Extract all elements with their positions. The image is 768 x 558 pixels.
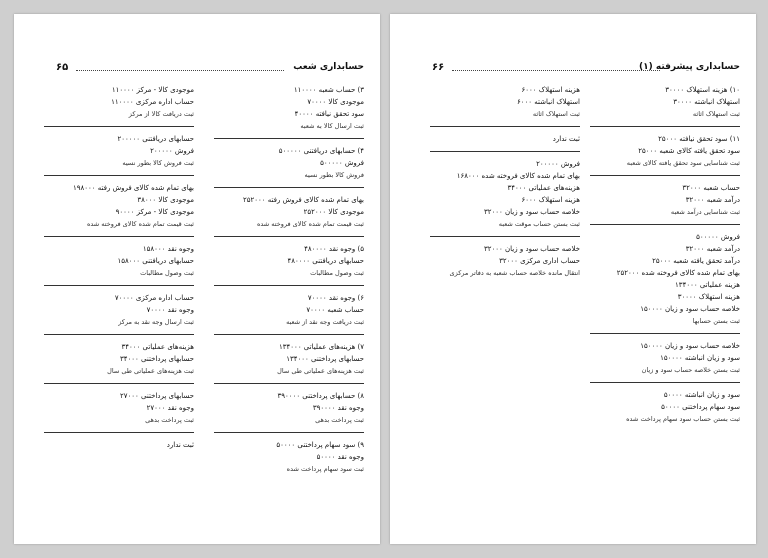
entry-separator bbox=[214, 187, 364, 188]
entry-separator bbox=[590, 382, 740, 383]
entry-line: فروش ۲۰۰۰۰۰ bbox=[150, 147, 194, 155]
journal-entry bbox=[590, 84, 740, 120]
journal-entry bbox=[430, 84, 580, 120]
entry-line: موجودی کالا - مرکز ۱۱۰۰۰۰ bbox=[111, 86, 194, 94]
entry-line: خلاصه حساب سود و زیان ۳۲۰۰۰ bbox=[483, 208, 580, 216]
left-page-header bbox=[56, 62, 364, 76]
entry-line: بهای تمام شده کالای فروش رفته ۲۵۲۰۰۰ bbox=[242, 196, 364, 204]
journal-entry bbox=[214, 439, 364, 475]
journal-entry bbox=[44, 292, 194, 328]
entry-line: حسابهای دریافتنی ۲۰۰۰۰۰ bbox=[117, 135, 194, 143]
entry-line: بهای تمام شده کالای فروخته شده ۲۵۲۰۰۰ bbox=[616, 269, 740, 277]
entry-separator bbox=[590, 333, 740, 334]
entry-memo: ثبت وصول مطالبات bbox=[140, 269, 194, 277]
header-rule bbox=[76, 70, 284, 71]
page-gutter bbox=[381, 0, 389, 558]
journal-entry bbox=[44, 439, 194, 451]
entry-separator bbox=[590, 126, 740, 127]
entry-separator bbox=[44, 334, 194, 335]
journal-entry bbox=[44, 390, 194, 426]
entry-line: حساب شعبه ۷۰۰۰۰ bbox=[306, 306, 364, 314]
entry-line: موجودی کالا ۷۰۰۰۰ bbox=[307, 98, 364, 106]
entry-memo: ثبت قیمت تمام شده کالای فروخته شده bbox=[256, 220, 364, 228]
entry-separator bbox=[44, 126, 194, 127]
entry-line: ۱۰) هزینه استهلاک ۳۰۰۰۰ bbox=[665, 86, 740, 94]
journal-entry bbox=[44, 182, 194, 230]
entry-separator bbox=[214, 285, 364, 286]
entry-separator bbox=[430, 126, 580, 127]
entry-line: درآمد شعبه ۳۲۰۰۰ bbox=[685, 196, 740, 204]
entry-line: هزینه استهلاک ۳۰۰۰۰ bbox=[677, 293, 740, 301]
entry-line: ۵) وجوه نقد ۴۸۰۰۰۰ bbox=[304, 245, 364, 253]
journal-entry bbox=[214, 243, 364, 279]
journal-entry bbox=[430, 243, 580, 279]
entry-line: استهلاک انباشته ۳۰۰۰۰ bbox=[673, 98, 740, 106]
entry-line: هزینه‌های عملیاتی ۳۴۰۰۰ bbox=[121, 343, 194, 351]
entry-line: وجوه نقد ۳۹۰۰۰۰ bbox=[312, 404, 364, 412]
entry-memo: ثبت دریافت وجه نقد از شعبه bbox=[286, 318, 364, 326]
entry-line: وجوه نقد ۱۵۸۰۰۰ bbox=[142, 245, 194, 253]
journal-entry bbox=[214, 145, 364, 181]
entry-memo: ثبت بستن حسابها bbox=[692, 317, 740, 325]
entry-line: خلاصه حساب سود و زیان ۱۵۰۰۰۰ bbox=[640, 305, 740, 313]
journal-entry bbox=[430, 158, 580, 230]
entry-separator bbox=[44, 236, 194, 237]
right-page-header bbox=[432, 62, 740, 76]
left-page-col-right bbox=[214, 84, 364, 477]
entry-line: حساب اداره مرکزی ۱۱۰۰۰۰ bbox=[111, 98, 194, 106]
entry-memo: ثبت قیمت تمام شده کالای فروخته شده bbox=[86, 220, 194, 228]
entry-separator bbox=[430, 236, 580, 237]
entry-line: سود تحقق یافته کالای شعبه ۲۵۰۰۰ bbox=[638, 147, 740, 155]
entry-line: موجودی کالا ۲۵۲۰۰۰ bbox=[303, 208, 364, 216]
right-page-col-left bbox=[430, 84, 580, 281]
entry-line: ۴) حسابهای دریافتنی ۵۰۰۰۰۰ bbox=[278, 147, 364, 155]
entry-line: درآمد شعبه ۳۲۰۰۰ bbox=[685, 245, 740, 253]
entry-separator bbox=[44, 383, 194, 384]
entry-line: هزینه استهلاک ۶۰۰۰ bbox=[521, 196, 580, 204]
entry-line: فروش ۵۰۰۰۰۰ bbox=[320, 159, 364, 167]
entry-line: حسابهای پرداختنی ۲۷۰۰۰ bbox=[119, 392, 194, 400]
entry-memo: ثبت شناسایی درآمد شعبه bbox=[670, 208, 740, 216]
entry-memo: ثبت بستن حساب موقت شعبه bbox=[498, 220, 580, 228]
entry-memo: ثبت استهلاک اثاثه bbox=[532, 110, 580, 118]
left-page-col-left bbox=[44, 84, 194, 453]
entry-line: هزینه‌های عملیاتی ۳۴۰۰۰ bbox=[507, 184, 580, 192]
entry-line: ۸) حسابهای پرداختنی ۳۹۰۰۰۰ bbox=[277, 392, 364, 400]
entry-line: ۹) سود سهام پرداختنی ۵۰۰۰۰ bbox=[276, 441, 364, 449]
journal-entry bbox=[214, 194, 364, 230]
entry-separator bbox=[214, 138, 364, 139]
journal-entry bbox=[214, 341, 364, 377]
entry-separator bbox=[44, 432, 194, 433]
journal-entry bbox=[214, 84, 364, 132]
right-page-col-right bbox=[590, 84, 740, 427]
entry-line: موجودی کالا ۳۸۰۰۰ bbox=[137, 196, 194, 204]
entry-line: خلاصه حساب سود و زیان ۳۲۰۰۰ bbox=[483, 245, 580, 253]
journal-entry bbox=[44, 243, 194, 279]
entry-line: ثبت ندارد bbox=[552, 135, 580, 143]
journal-entry bbox=[214, 390, 364, 426]
entry-line: درآمد تحقق یافته شعبه ۲۵۰۰۰ bbox=[652, 257, 740, 265]
entry-separator bbox=[44, 175, 194, 176]
entry-memo: ثبت وصول مطالبات bbox=[310, 269, 364, 277]
journal-entry bbox=[430, 133, 580, 145]
entry-line: وجوه نقد ۵۰۰۰۰ bbox=[316, 453, 364, 461]
journal-entry bbox=[44, 341, 194, 377]
entry-separator bbox=[430, 151, 580, 152]
entry-line: بهای تمام شده کالای فروخته شده ۱۶۸۰۰۰ bbox=[456, 172, 580, 180]
entry-separator bbox=[590, 175, 740, 176]
entry-line: وجوه نقد ۷۰۰۰۰ bbox=[146, 306, 194, 314]
journal-entry bbox=[44, 133, 194, 169]
entry-line: حسابهای دریافتنی ۴۸۰۰۰۰ bbox=[287, 257, 364, 265]
entry-separator bbox=[590, 224, 740, 225]
entry-separator bbox=[214, 334, 364, 335]
entry-memo: انتقال مانده خلاصه حساب شعبه به دفاتر مرکزی bbox=[449, 269, 580, 277]
entry-line: ۶) وجوه نقد ۷۰۰۰۰ bbox=[307, 294, 364, 302]
entry-memo: ثبت استهلاک اثاثه bbox=[692, 110, 740, 118]
entry-memo: ثبت سود سهام پرداخت شده bbox=[286, 465, 364, 473]
entry-line: سود تحقق نیافته ۴۰۰۰۰ bbox=[294, 110, 364, 118]
journal-entry bbox=[590, 340, 740, 376]
entry-line: خلاصه حساب سود و زیان ۱۵۰۰۰۰ bbox=[640, 342, 740, 350]
entry-line: حساب اداره مرکزی ۷۰۰۰۰ bbox=[114, 294, 194, 302]
entry-line: موجودی کالا - مرکز ۹۰۰۰۰ bbox=[115, 208, 194, 216]
entry-line: حسابهای دریافتنی ۱۵۸۰۰۰ bbox=[117, 257, 194, 265]
entry-line: فروش ۲۰۰۰۰۰ bbox=[536, 160, 580, 168]
entry-line: ۳) حساب شعبه ۱۱۰۰۰۰ bbox=[293, 86, 364, 94]
left-header-title: حسابداری شعب bbox=[293, 62, 364, 72]
entry-line: بهای تمام شده کالای فروش رفته ۱۹۸۰۰۰ bbox=[72, 184, 194, 192]
entry-line: ۷) هزینه‌های عملیاتی ۱۳۴۰۰۰ bbox=[279, 343, 364, 351]
entry-memo: ثبت بستن خلاصه حساب سود و زیان bbox=[641, 366, 740, 374]
entry-line: سود سهام پرداختنی ۵۰۰۰۰ bbox=[661, 403, 740, 411]
entry-line: هزینه استهلاک ۶۰۰۰ bbox=[521, 86, 580, 94]
entry-line: هزینه عملیاتی ۱۳۴۰۰۰ bbox=[675, 281, 740, 289]
journal-entry bbox=[44, 84, 194, 120]
entry-line: ثبت ندارد bbox=[166, 441, 194, 449]
entry-memo: ثبت بستن حساب سود سهام پرداخت شده bbox=[626, 415, 740, 423]
entry-memo: فروش کالا بطور نسیه bbox=[304, 171, 364, 179]
entry-line: سود و زیان انباشته ۱۵۰۰۰۰ bbox=[660, 354, 740, 362]
entry-separator bbox=[214, 432, 364, 433]
right-header-title: حسابداری پیشرفته (۱) bbox=[639, 62, 740, 72]
entry-memo: ثبت ارسال وجه نقد به مرکز bbox=[118, 318, 194, 326]
entry-line: ۱۱) سود تحقق نیافته ۲۵۰۰۰ bbox=[658, 135, 740, 143]
entry-memo: ثبت شناسایی سود تحقق یافته کالای شعبه bbox=[626, 159, 740, 167]
entry-memo: ثبت پرداخت بدهی bbox=[315, 416, 364, 424]
entry-memo: ثبت ارسال کالا به شعبه bbox=[300, 122, 364, 130]
entry-line: وجوه نقد ۲۷۰۰۰ bbox=[146, 404, 194, 412]
entry-memo: ثبت پرداخت بدهی bbox=[145, 416, 194, 424]
journal-entry bbox=[590, 231, 740, 327]
right-page-number: ۶۶ bbox=[432, 62, 445, 73]
entry-line: حسابهای پرداختنی ۳۴۰۰۰ bbox=[119, 355, 194, 363]
entry-line: استهلاک انباشته ۶۰۰۰ bbox=[517, 98, 580, 106]
left-page-number: ۶۵ bbox=[56, 62, 69, 73]
header-rule bbox=[452, 70, 660, 71]
right-page bbox=[390, 14, 756, 544]
journal-entry bbox=[590, 133, 740, 169]
entry-memo: ثبت هزینه‌های عملیاتی طی سال bbox=[277, 367, 364, 375]
journal-entry bbox=[590, 389, 740, 425]
entry-separator bbox=[214, 236, 364, 237]
journal-entry bbox=[214, 292, 364, 328]
entry-separator bbox=[214, 383, 364, 384]
left-page bbox=[14, 14, 380, 544]
entry-memo: ثبت دریافت کالا از مرکز bbox=[128, 110, 194, 118]
journal-entry bbox=[590, 182, 740, 218]
entry-line: حساب اداری مرکزی ۳۲۰۰۰ bbox=[499, 257, 580, 265]
entry-line: سود و زیان انباشته ۵۰۰۰۰ bbox=[663, 391, 740, 399]
entry-line: حسابهای پرداختنی ۱۳۴۰۰۰ bbox=[286, 355, 364, 363]
entry-line: حساب شعبه ۳۲۰۰۰ bbox=[682, 184, 740, 192]
entry-memo: ثبت هزینه‌های عملیاتی طی سال bbox=[107, 367, 194, 375]
entry-separator bbox=[44, 285, 194, 286]
entry-line: فروش ۵۰۰۰۰۰ bbox=[696, 233, 740, 241]
entry-memo: ثبت فروش کالا بطور نسیه bbox=[122, 159, 194, 167]
